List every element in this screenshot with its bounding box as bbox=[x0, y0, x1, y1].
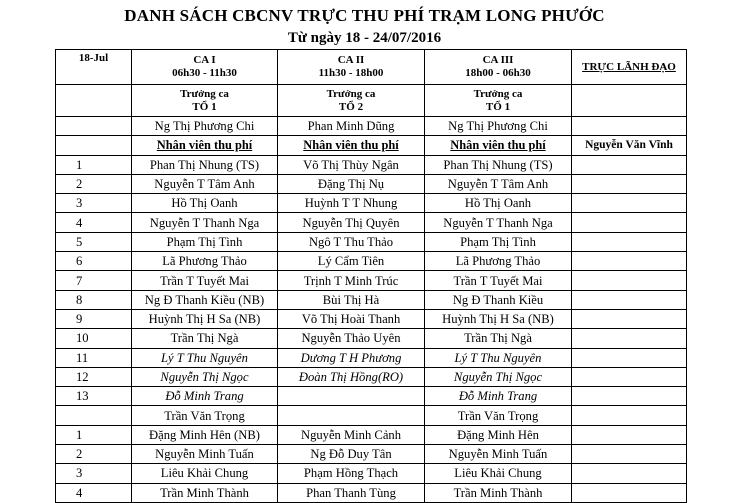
shift-3-leader-label: Trưởng ca TỔ 1 bbox=[425, 85, 572, 117]
empty-cell bbox=[572, 232, 687, 251]
table-row bbox=[56, 329, 687, 348]
shift-1-staff-name: Huỳnh Thị H Sa (NB) bbox=[132, 309, 278, 328]
shift-1-header bbox=[132, 50, 278, 85]
shift-1-staff-name: Nguyễn T Thanh Nga bbox=[132, 213, 278, 232]
shift-3-staff-name: Đặng Minh Hên bbox=[425, 425, 572, 444]
staff-rows bbox=[56, 155, 687, 502]
empty-cell bbox=[572, 174, 687, 193]
shift-3-staff-name: Nguyễn Thị Ngọc bbox=[425, 367, 572, 386]
shift-3-staff-name: Hồ Thị Oanh bbox=[425, 194, 572, 213]
shift-3-header bbox=[425, 50, 572, 85]
shift-3-staff-label: Nhân viên thu phí bbox=[425, 136, 572, 155]
row-number: 3 bbox=[56, 194, 132, 213]
shift-3-staff-name: Nguyễn T Thanh Nga bbox=[425, 213, 572, 232]
date-range-subtitle: Từ ngày 18 - 24/07/2016 bbox=[287, 30, 442, 46]
duty-leader-header: TRỰC LÃNH ĐẠO bbox=[572, 50, 687, 85]
row-number: 2 bbox=[56, 174, 132, 193]
shift-1-staff-name: Trần Thị Ngà bbox=[132, 329, 278, 348]
table-row bbox=[56, 367, 687, 386]
row-number: 10 bbox=[56, 329, 132, 348]
shift-3-leader-name: Ng Thị Phương Chi bbox=[425, 117, 572, 136]
shift-2-staff-name: Ngô T Thu Thảo bbox=[278, 232, 425, 251]
empty-cell bbox=[56, 136, 132, 155]
shift-2-staff-name: Võ Thị Hoài Thanh bbox=[278, 309, 425, 328]
shift-1-staff-name: Nguyễn Thị Ngọc bbox=[132, 367, 278, 386]
shift-2-staff-name: Phạm Hồng Thạch bbox=[278, 464, 425, 483]
table-row bbox=[56, 252, 687, 271]
shift-1-staff-name: Lã Phương Thảo bbox=[132, 252, 278, 271]
row-number: 6 bbox=[56, 252, 132, 271]
shift-3-staff-name: Nguyễn T Tâm Anh bbox=[425, 174, 572, 193]
shift-3-staff-name: Trần Văn Trọng bbox=[425, 406, 572, 425]
row-number: 12 bbox=[56, 367, 132, 386]
table-row bbox=[56, 213, 687, 232]
table-row bbox=[56, 445, 687, 464]
table-row bbox=[56, 348, 687, 367]
shift-3-staff-name: Nguyễn Minh Tuấn bbox=[425, 445, 572, 464]
shift-2-staff-name: Ng Đỗ Duy Tân bbox=[278, 445, 425, 464]
table-row bbox=[56, 290, 687, 309]
shift-2-staff-name: Bùi Thị Hà bbox=[278, 290, 425, 309]
shift-3-staff-name: Đỗ Minh Trang bbox=[425, 387, 572, 406]
empty-cell bbox=[572, 445, 687, 464]
table-row bbox=[56, 194, 687, 213]
shift-1-staff-name: Trần Văn Trọng bbox=[132, 406, 278, 425]
table-row bbox=[56, 232, 687, 251]
shift-1-staff-name: Phạm Thị Tình bbox=[132, 232, 278, 251]
table-row bbox=[56, 271, 687, 290]
shift-1-name: CA I bbox=[193, 54, 216, 66]
shift-2-staff-name: Võ Thị Thùy Ngân bbox=[278, 155, 425, 174]
shift-1-staff-name: Phan Thị Nhung (TS) bbox=[132, 155, 278, 174]
header-row bbox=[56, 50, 687, 85]
empty-cell bbox=[572, 85, 687, 117]
shift-1-staff-name: Trần Minh Thành bbox=[132, 483, 278, 502]
shift-3-staff-name: Phan Thị Nhung (TS) bbox=[425, 155, 572, 174]
row-number: 11 bbox=[56, 348, 132, 367]
document-title: DANH SÁCH CBCNV TRỰC THU PHÍ TRẠM LONG PHƯỚC bbox=[124, 6, 605, 25]
row-number: 1 bbox=[56, 155, 132, 174]
empty-cell bbox=[572, 387, 687, 406]
empty-cell bbox=[572, 271, 687, 290]
shift-3-staff-name: Lã Phương Thảo bbox=[425, 252, 572, 271]
empty-cell bbox=[572, 155, 687, 174]
duty-leader-name: Nguyễn Văn Vĩnh bbox=[572, 136, 687, 155]
row-number: 2 bbox=[56, 445, 132, 464]
empty-cell bbox=[572, 252, 687, 271]
table-row bbox=[56, 387, 687, 406]
shift-2-staff-name: Phan Thanh Tùng bbox=[278, 483, 425, 502]
shift-2-staff-name: Nguyễn Minh Cảnh bbox=[278, 425, 425, 444]
shift-3-staff-name: Liêu Khải Chung bbox=[425, 464, 572, 483]
empty-cell bbox=[572, 117, 687, 136]
shift-2-time: 11h30 - 18h00 bbox=[318, 67, 384, 79]
empty-cell bbox=[572, 290, 687, 309]
shift-2-staff-name: Dương T H Phương bbox=[278, 348, 425, 367]
row-number: 3 bbox=[56, 464, 132, 483]
shift-2-name: CA II bbox=[337, 54, 365, 66]
shift-2-staff-name: Nguyễn Thảo Uyên bbox=[278, 329, 425, 348]
empty-cell bbox=[572, 483, 687, 502]
table-row bbox=[56, 309, 687, 328]
date-cell: 18-Jul bbox=[56, 50, 132, 85]
shift-3-time: 18h00 - 06h30 bbox=[465, 67, 531, 79]
row-number: 4 bbox=[56, 213, 132, 232]
shift-1-staff-name: Nguyễn Minh Tuấn bbox=[132, 445, 278, 464]
shift-1-leader-label: Trưởng ca TỔ 1 bbox=[132, 85, 278, 117]
shift-1-leader-name: Ng Thị Phương Chi bbox=[132, 117, 278, 136]
empty-cell bbox=[572, 329, 687, 348]
shift-3-name: CA III bbox=[482, 54, 514, 66]
shift-1-staff-name: Đặng Minh Hên (NB) bbox=[132, 425, 278, 444]
shift-2-staff-name: Đặng Thị Nụ bbox=[278, 174, 425, 193]
empty-cell bbox=[572, 213, 687, 232]
shift-2-staff-name: Đoàn Thị Hồng(RO) bbox=[278, 367, 425, 386]
shift-2-leader-label: Trưởng ca TỔ 2 bbox=[278, 85, 425, 117]
shift-2-staff-name: Trịnh T Minh Trúc bbox=[278, 271, 425, 290]
shift-3-staff-name: Phạm Thị Tình bbox=[425, 232, 572, 251]
row-number: 5 bbox=[56, 232, 132, 251]
shift-leader-row bbox=[56, 117, 687, 136]
staff-header-row bbox=[56, 136, 687, 155]
table-row bbox=[56, 425, 687, 444]
shift-3-staff-name: Trần Thị Ngà bbox=[425, 329, 572, 348]
row-number: 13 bbox=[56, 387, 132, 406]
row-number: 8 bbox=[56, 290, 132, 309]
empty-cell bbox=[56, 85, 132, 117]
shift-1-staff-name: Nguyễn T Tâm Anh bbox=[132, 174, 278, 193]
shift-2-leader-name: Phan Minh Dũng bbox=[278, 117, 425, 136]
shift-2-staff-label: Nhân viên thu phí bbox=[278, 136, 425, 155]
empty-cell bbox=[572, 425, 687, 444]
empty-cell bbox=[572, 406, 687, 425]
shift-3-staff-name: Ng Đ Thanh Kiều bbox=[425, 290, 572, 309]
table-row bbox=[56, 483, 687, 502]
empty-cell bbox=[572, 464, 687, 483]
row-number bbox=[56, 406, 132, 425]
roster-table bbox=[55, 49, 687, 503]
table-row bbox=[56, 406, 687, 425]
shift-3-staff-name: Lý T Thu Nguyên bbox=[425, 348, 572, 367]
empty-cell bbox=[572, 194, 687, 213]
row-number: 4 bbox=[56, 483, 132, 502]
shift-1-staff-label: Nhân viên thu phí bbox=[132, 136, 278, 155]
shift-3-staff-name: Trần T Tuyết Mai bbox=[425, 271, 572, 290]
empty-cell bbox=[572, 367, 687, 386]
empty-cell bbox=[572, 348, 687, 367]
empty-cell bbox=[56, 117, 132, 136]
shift-leader-label-row bbox=[56, 85, 687, 117]
shift-1-time: 06h30 - 11h30 bbox=[172, 67, 237, 79]
shift-1-staff-name: Đỗ Minh Trang bbox=[132, 387, 278, 406]
shift-1-staff-name: Trần T Tuyết Mai bbox=[132, 271, 278, 290]
shift-1-staff-name: Ng Đ Thanh Kiều (NB) bbox=[132, 290, 278, 309]
shift-2-staff-name: Nguyễn Thị Quyên bbox=[278, 213, 425, 232]
shift-2-staff-name bbox=[278, 406, 425, 425]
table-row bbox=[56, 155, 687, 174]
shift-3-staff-name: Huỳnh Thị H Sa (NB) bbox=[425, 309, 572, 328]
row-number: 1 bbox=[56, 425, 132, 444]
shift-2-staff-name: Huỳnh T T Nhung bbox=[278, 194, 425, 213]
shift-1-staff-name: Liêu Khải Chung bbox=[132, 464, 278, 483]
empty-cell bbox=[572, 309, 687, 328]
shift-2-staff-name bbox=[278, 387, 425, 406]
shift-2-staff-name: Lý Cẩm Tiên bbox=[278, 252, 425, 271]
table-row bbox=[56, 464, 687, 483]
shift-2-header bbox=[278, 50, 425, 85]
row-number: 9 bbox=[56, 309, 132, 328]
shift-1-staff-name: Lý T Thu Nguyên bbox=[132, 348, 278, 367]
shift-3-staff-name: Trần Minh Thành bbox=[425, 483, 572, 502]
row-number: 7 bbox=[56, 271, 132, 290]
table-row bbox=[56, 174, 687, 193]
shift-1-staff-name: Hồ Thị Oanh bbox=[132, 194, 278, 213]
